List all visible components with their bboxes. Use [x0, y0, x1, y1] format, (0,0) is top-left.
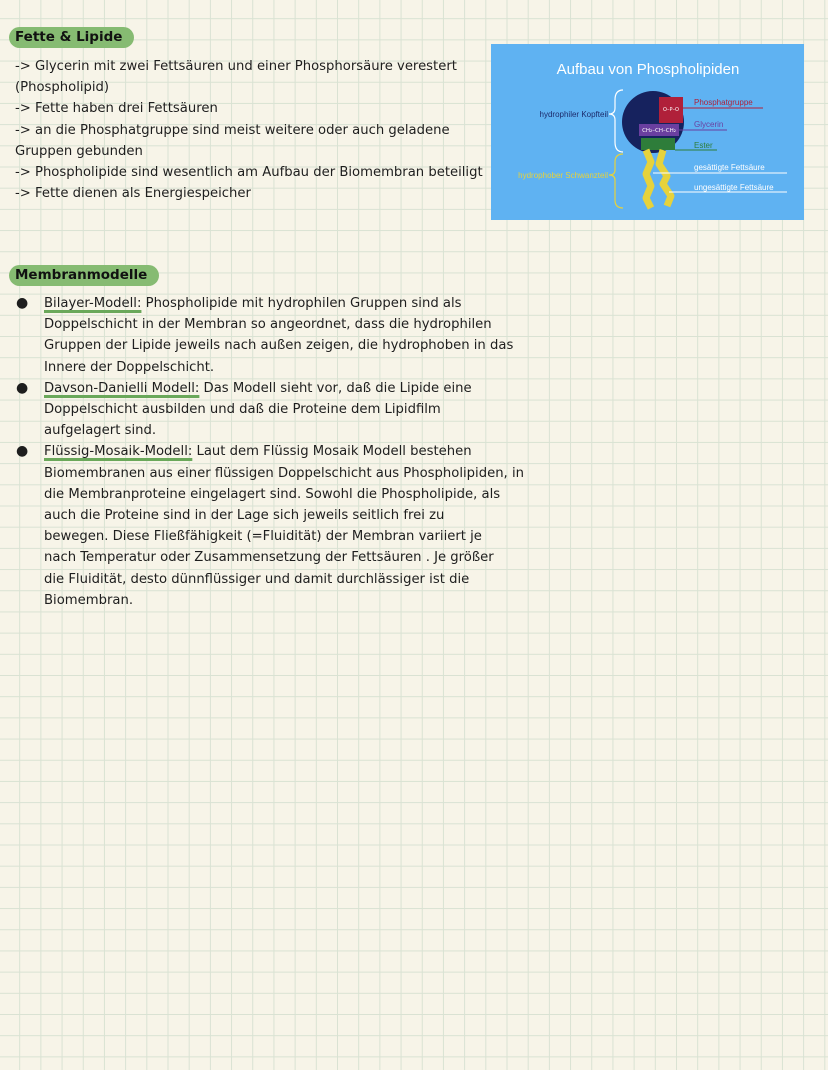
list-item-bilayer: [0, 293, 524, 378]
note-line: -> Fette haben drei Fettsäuren: [15, 101, 218, 117]
label-ungesaettigte-fettsaeure: ungesättigte Fettsäure: [694, 183, 774, 192]
list-item-davson-danielli: [0, 378, 524, 442]
label-hydrophober-schwanzteil: hydrophober Schwanzteil: [518, 171, 608, 180]
list-item-line: Biomembran.: [44, 592, 134, 608]
list-item-line: Innere der Doppelschicht.: [44, 359, 215, 375]
section-title-fette-lipide: Fette & Lipide: [9, 27, 134, 48]
label-gesaettigte-fettsaeure: gesättigte Fettsäure: [694, 163, 765, 172]
phosphate-formula: O–P–O: [663, 107, 679, 113]
section-title-membranmodelle: Membranmodelle: [9, 265, 159, 286]
list-item-text: Laut dem Flüssig Mosaik Modell bestehen: [192, 444, 472, 460]
fette-lipide-notes: [15, 56, 483, 204]
list-item-line: aufgelagert sind.: [44, 423, 157, 439]
list-item-line: [44, 441, 524, 462]
label-phosphatgruppe: Phosphatgruppe: [694, 98, 753, 107]
saturated-fatty-acid: [646, 150, 651, 208]
membrane-models-list: [0, 293, 524, 611]
list-item-line: die Fluidität, desto dünnflüssiger und damit durchlässiger ist die: [44, 571, 470, 587]
list-item-line: bewegen. Diese Fließfähigkeit (=Fluidität) der Membran variiert je: [44, 529, 482, 545]
label-ester: Ester: [694, 141, 713, 150]
note-line: -> Phospholipide sind wesentlich am Aufbau der Biomembran beteiligt: [15, 165, 483, 181]
unsaturated-fatty-acid: [659, 150, 671, 206]
note-line: Gruppen gebunden: [15, 143, 143, 159]
note-line: (Phospholipid): [15, 80, 110, 96]
glycerin-formula: CH₂–CH–CH₂: [642, 128, 676, 134]
term-fluessig-mosaik-modell: Flüssig-Mosaik-Modell:: [44, 444, 193, 460]
phospholipid-diagram: [491, 44, 804, 220]
list-item-line: Doppelschicht ausbilden und daß die Proteine dem Lipidfilm: [44, 402, 441, 418]
term-bilayer-modell: Bilayer-Modell:: [44, 296, 142, 311]
bullet-dot: ●: [16, 295, 29, 311]
label-hydrophiler-kopfteil: hydrophiler Kopfteil: [539, 110, 608, 119]
list-item-line: [44, 293, 524, 314]
label-glycerin: Glycerin: [694, 120, 724, 129]
term-davson-danielli-modell: Davson-Danielli Modell:: [44, 380, 200, 396]
list-item-line: auch die Proteine sind in der Lage sich jeweils seitlich frei zu: [44, 508, 445, 524]
bullet-dot: ●: [16, 379, 29, 396]
list-item-line: Biomembranen aus einer flüssigen Doppelschicht aus Phospholipiden, in: [44, 465, 524, 481]
list-item-line: Doppelschicht in der Membran so angeordnet, dass die hydrophilen: [44, 317, 492, 333]
note-line: -> an die Phosphatgruppe sind meist weitere oder auch geladene: [15, 122, 450, 138]
list-item-line: Gruppen der Lipide jeweils nach außen zeigen, die hydrophoben in das: [44, 338, 514, 354]
tail-brace: [609, 154, 623, 208]
list-item-fluessig-mosaik: [0, 441, 524, 611]
list-item-text: Das Modell sieht vor, daß die Lipide eine: [199, 380, 472, 396]
bullet-dot: ●: [16, 443, 29, 460]
diagram-title: Aufbau von Phospholipiden: [556, 61, 740, 78]
head-brace: [609, 90, 623, 152]
list-item-text: Phospholipide mit hydrophilen Gruppen sind als: [141, 296, 462, 311]
note-line: -> Fette dienen als Energiespeicher: [15, 186, 251, 202]
ester-box: [641, 138, 675, 150]
list-item-line: nach Temperatur oder Zusammensetzung der Fettsäuren . Je größer: [44, 550, 494, 566]
list-item-line: die Membranproteine eingelagert sind. Sowohl die Phospholipide, als: [44, 486, 501, 502]
note-line: -> Glycerin mit zwei Fettsäuren und einer Phosphorsäure verestert: [15, 59, 457, 74]
list-item-line: [44, 378, 524, 399]
